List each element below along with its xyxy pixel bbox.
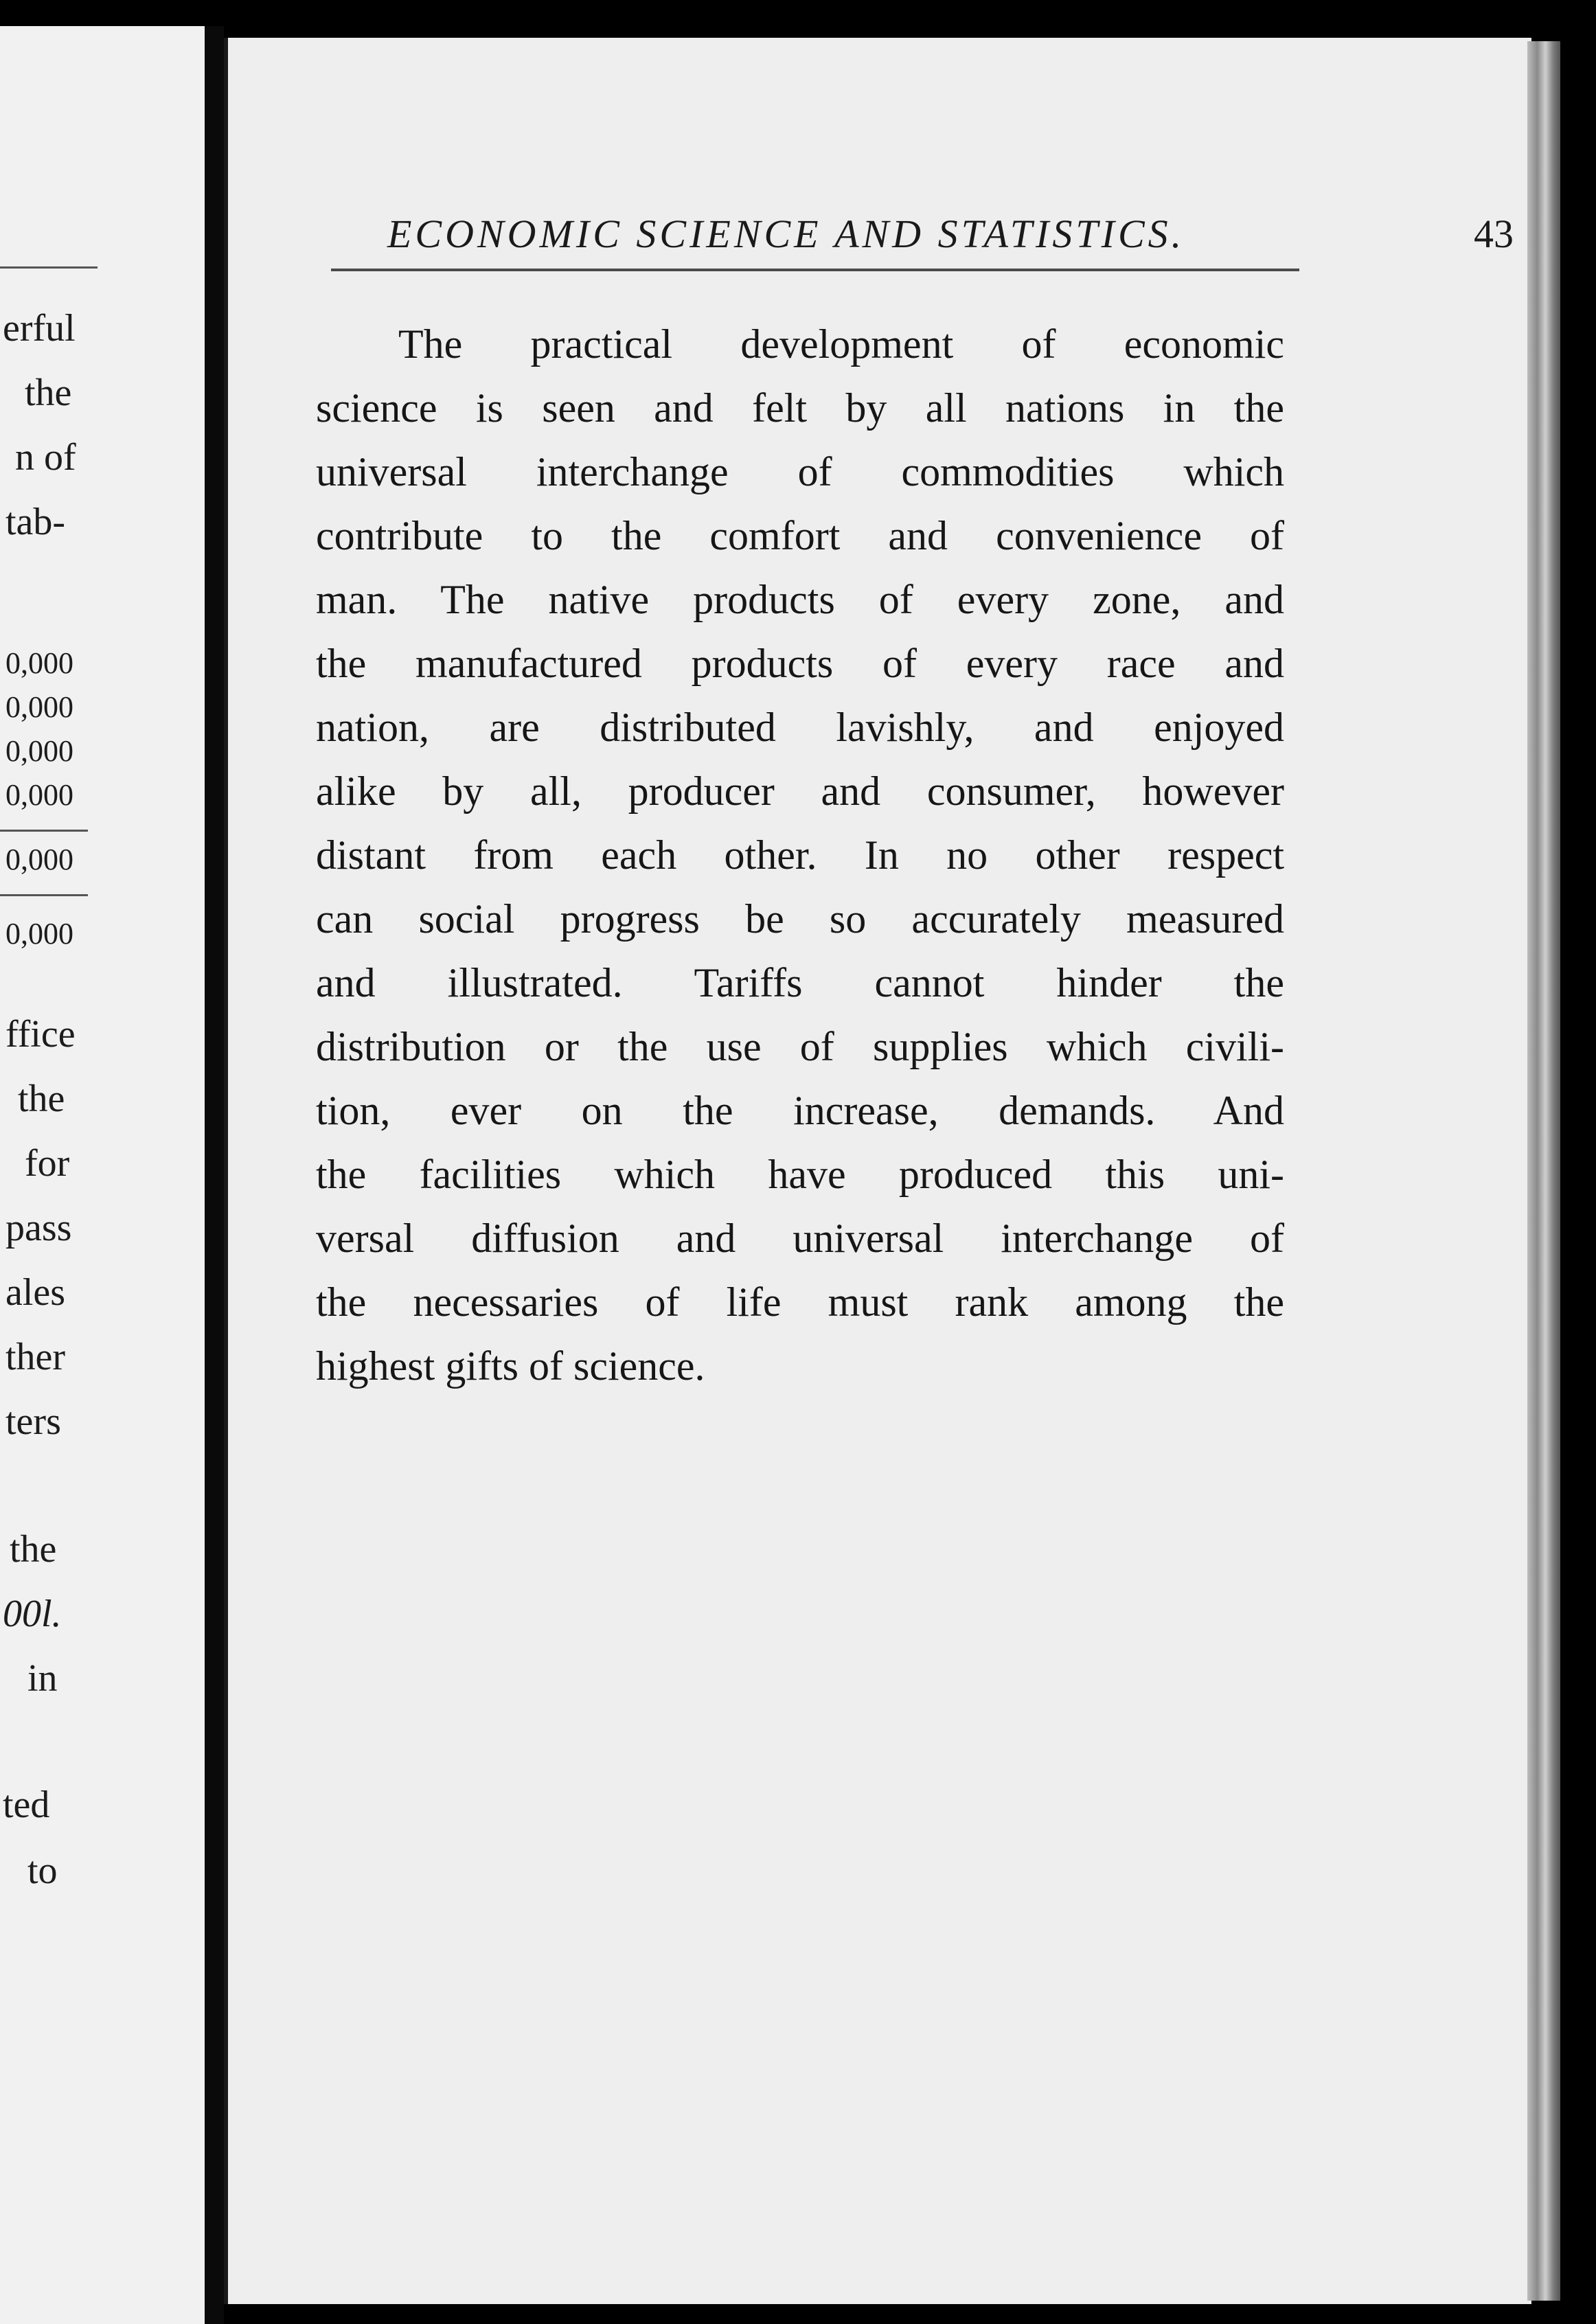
- left-page-fragment: [0, 26, 205, 2324]
- left-page-number: 0,000: [5, 917, 73, 950]
- text-line: the manufactured products of every race and: [316, 641, 1284, 686]
- left-page-sum-rule: [0, 894, 88, 896]
- left-page-number: 0,000: [5, 646, 73, 680]
- left-page-rule: [0, 266, 98, 269]
- left-page-line: in: [27, 1657, 58, 1700]
- running-head-title: ECONOMIC SCIENCE AND STATISTICS.: [387, 212, 1185, 256]
- left-page-line: pass: [5, 1207, 72, 1249]
- text-line: can social progress be so accurately measured: [316, 896, 1284, 942]
- text-line: the necessaries of life must rank among the: [316, 1279, 1284, 1325]
- left-page-line: for: [25, 1142, 70, 1185]
- left-page-line: ted: [3, 1784, 50, 1826]
- left-page-line: to: [27, 1849, 58, 1892]
- text-line: distant from each other. In no other respect: [316, 832, 1284, 878]
- running-head: [387, 203, 1514, 264]
- text-line: universal interchange of commodities which: [316, 449, 1284, 494]
- left-page-line: ther: [5, 1336, 66, 1378]
- left-page-line: 00l.: [3, 1593, 62, 1635]
- running-head-rule: [331, 269, 1299, 271]
- left-page-line: ales: [5, 1271, 66, 1314]
- text-line: alike by all, producer and consumer, however: [316, 768, 1284, 814]
- left-page-line: n of: [15, 436, 76, 479]
- left-page-line: the: [25, 372, 72, 414]
- body-paragraph: [316, 312, 1284, 1398]
- text-line: tion, ever on the increase, demands. And: [316, 1088, 1284, 1133]
- left-page-line: ffice: [5, 1013, 76, 1056]
- left-page-line: tab-: [5, 501, 66, 543]
- text-line: the facilities which have produced this uni-: [316, 1152, 1284, 1197]
- text-line: distribution or the use of supplies which civili-: [316, 1024, 1284, 1069]
- left-page-line: ters: [5, 1400, 61, 1443]
- left-page-line: the: [10, 1528, 57, 1571]
- text-line: and illustrated. Tariffs cannot hinder the: [316, 960, 1284, 1005]
- left-page-number: 0,000: [5, 690, 73, 724]
- left-page-number: 0,000: [5, 843, 73, 876]
- text-line: nation, are distributed lavishly, and enjoyed: [316, 705, 1284, 750]
- left-page-sum-rule: [0, 830, 88, 832]
- book-gutter: [205, 26, 224, 2324]
- left-page-line: the: [18, 1078, 65, 1120]
- text-line: science is seen and felt by all nations in the: [316, 385, 1284, 431]
- page-number: 43: [1474, 212, 1514, 256]
- text-line: versal diffusion and universal interchange of: [316, 1216, 1284, 1261]
- left-page-number: 0,000: [5, 734, 73, 768]
- left-page-number: 0,000: [5, 778, 73, 812]
- text-line: The practical development of economic: [398, 321, 1284, 367]
- text-line: contribute to the comfort and convenience of: [316, 513, 1284, 558]
- page-block-edge: [1527, 41, 1560, 2301]
- text-line: man. The native products of every zone, and: [316, 577, 1284, 622]
- book-page: [224, 38, 1531, 2304]
- left-page-line: erful: [3, 307, 76, 350]
- text-line: highest gifts of science.: [316, 1343, 705, 1389]
